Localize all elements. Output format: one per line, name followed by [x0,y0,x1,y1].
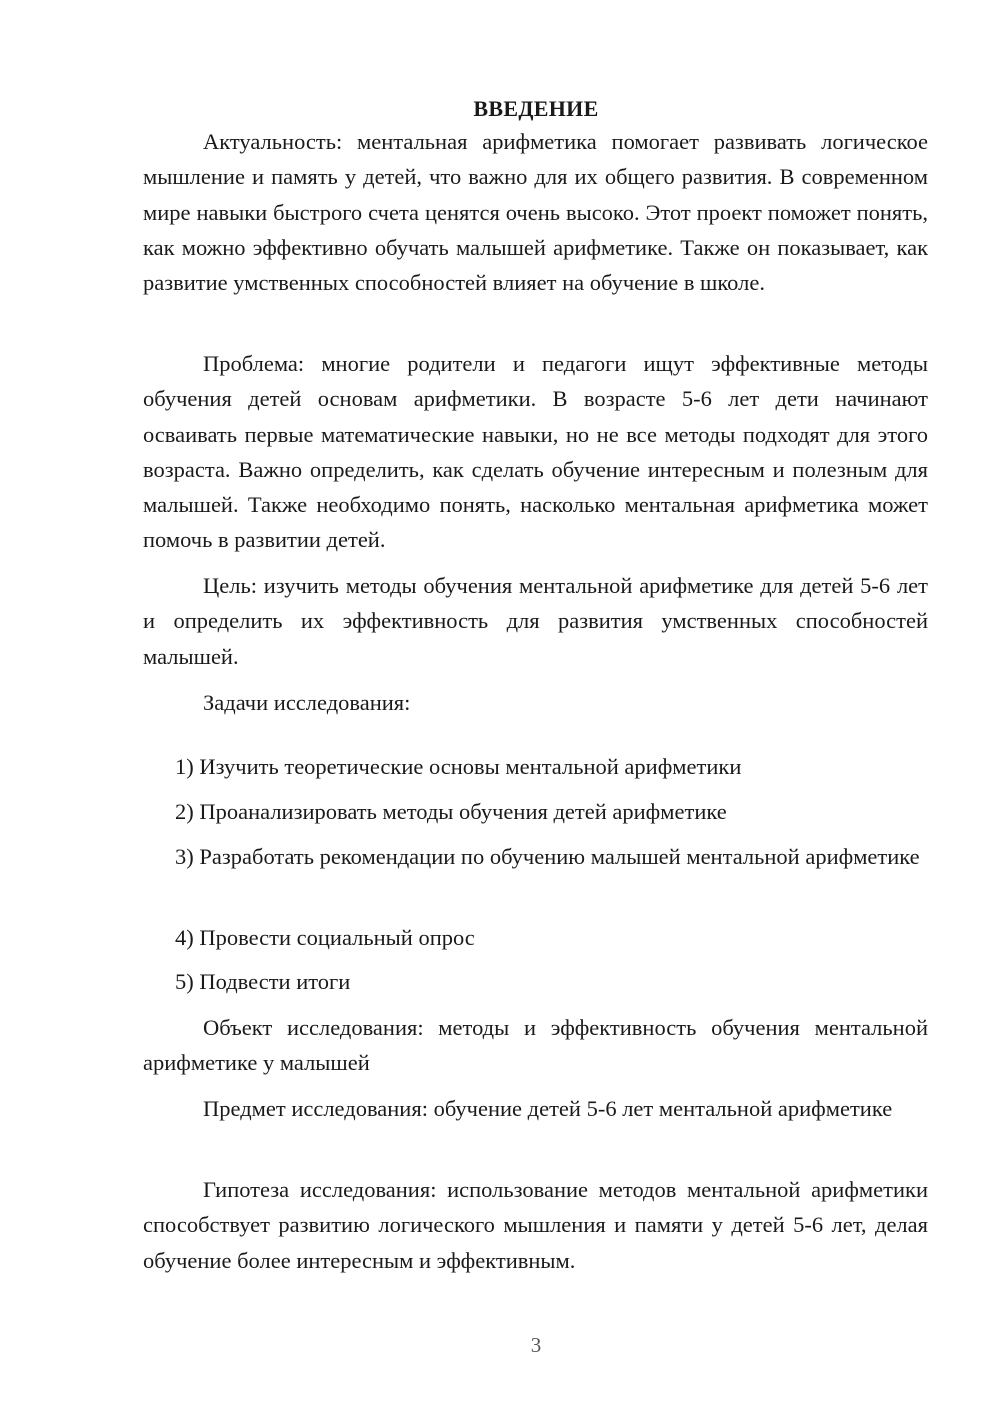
paragraph-hypothesis: Гипотеза исследования: использование методов ментальной арифметики способствует развитию логического мышления и памяти у детей 5-6 лет, делая обучение более интересным и эффективным. [143,1177,928,1273]
task-item-3: 3) Разработать рекомендации по обучению малышей ментальной арифметике [175,844,920,869]
paragraph-goal: Цель: изучить методы обучения ментальной арифметике для детей 5-6 лет и определить их эффективность для развития умственных способностей малышей. [143,573,928,669]
paragraph-relevance: Актуальность: ментальная арифметика помогает развивать логическое мышление и память у детей, что важно для их общего развития. В современном мире навыки быстрого счета ценятся очень высоко. Этот проект поможет понять, как можно эффективно обучать малышей арифметике. Также он показывает, как развитие умственных способностей влияет на обучение в школе. [143,129,928,296]
paragraph-problem: Проблема: многие родители и педагоги ищут эффективные методы обучения детей основам арифметики. В возрасте 5-6 лет дети начинают осваивать первые математические навыки, но не все методы подходят для этого возраста. Важно определить, как сделать обучение интересным и полезным для малышей. Также необходимо понять, насколько ментальная арифметика может помочь в развитии детей. [143,351,928,553]
page-number: 3 [530,1333,542,1357]
task-item-4: 4) Провести социальный опрос [175,925,475,950]
paragraph-subject: Предмет исследования: обучение детей 5-6 лет ментальной арифметике [203,1096,893,1121]
task-item-2: 2) Проанализировать методы обучения детей арифметике [175,799,727,824]
section-heading: ВВЕДЕНИЕ [473,96,599,121]
task-item-5: 5) Подвести итоги [175,969,351,994]
task-item-1: 1) Изучить теоретические основы ментальной арифметики [175,754,742,779]
paragraph-object: Объект исследования: методы и эффективность обучения ментальной арифметике у малышей [143,1015,928,1076]
tasks-title: Задачи исследования: [203,690,411,715]
